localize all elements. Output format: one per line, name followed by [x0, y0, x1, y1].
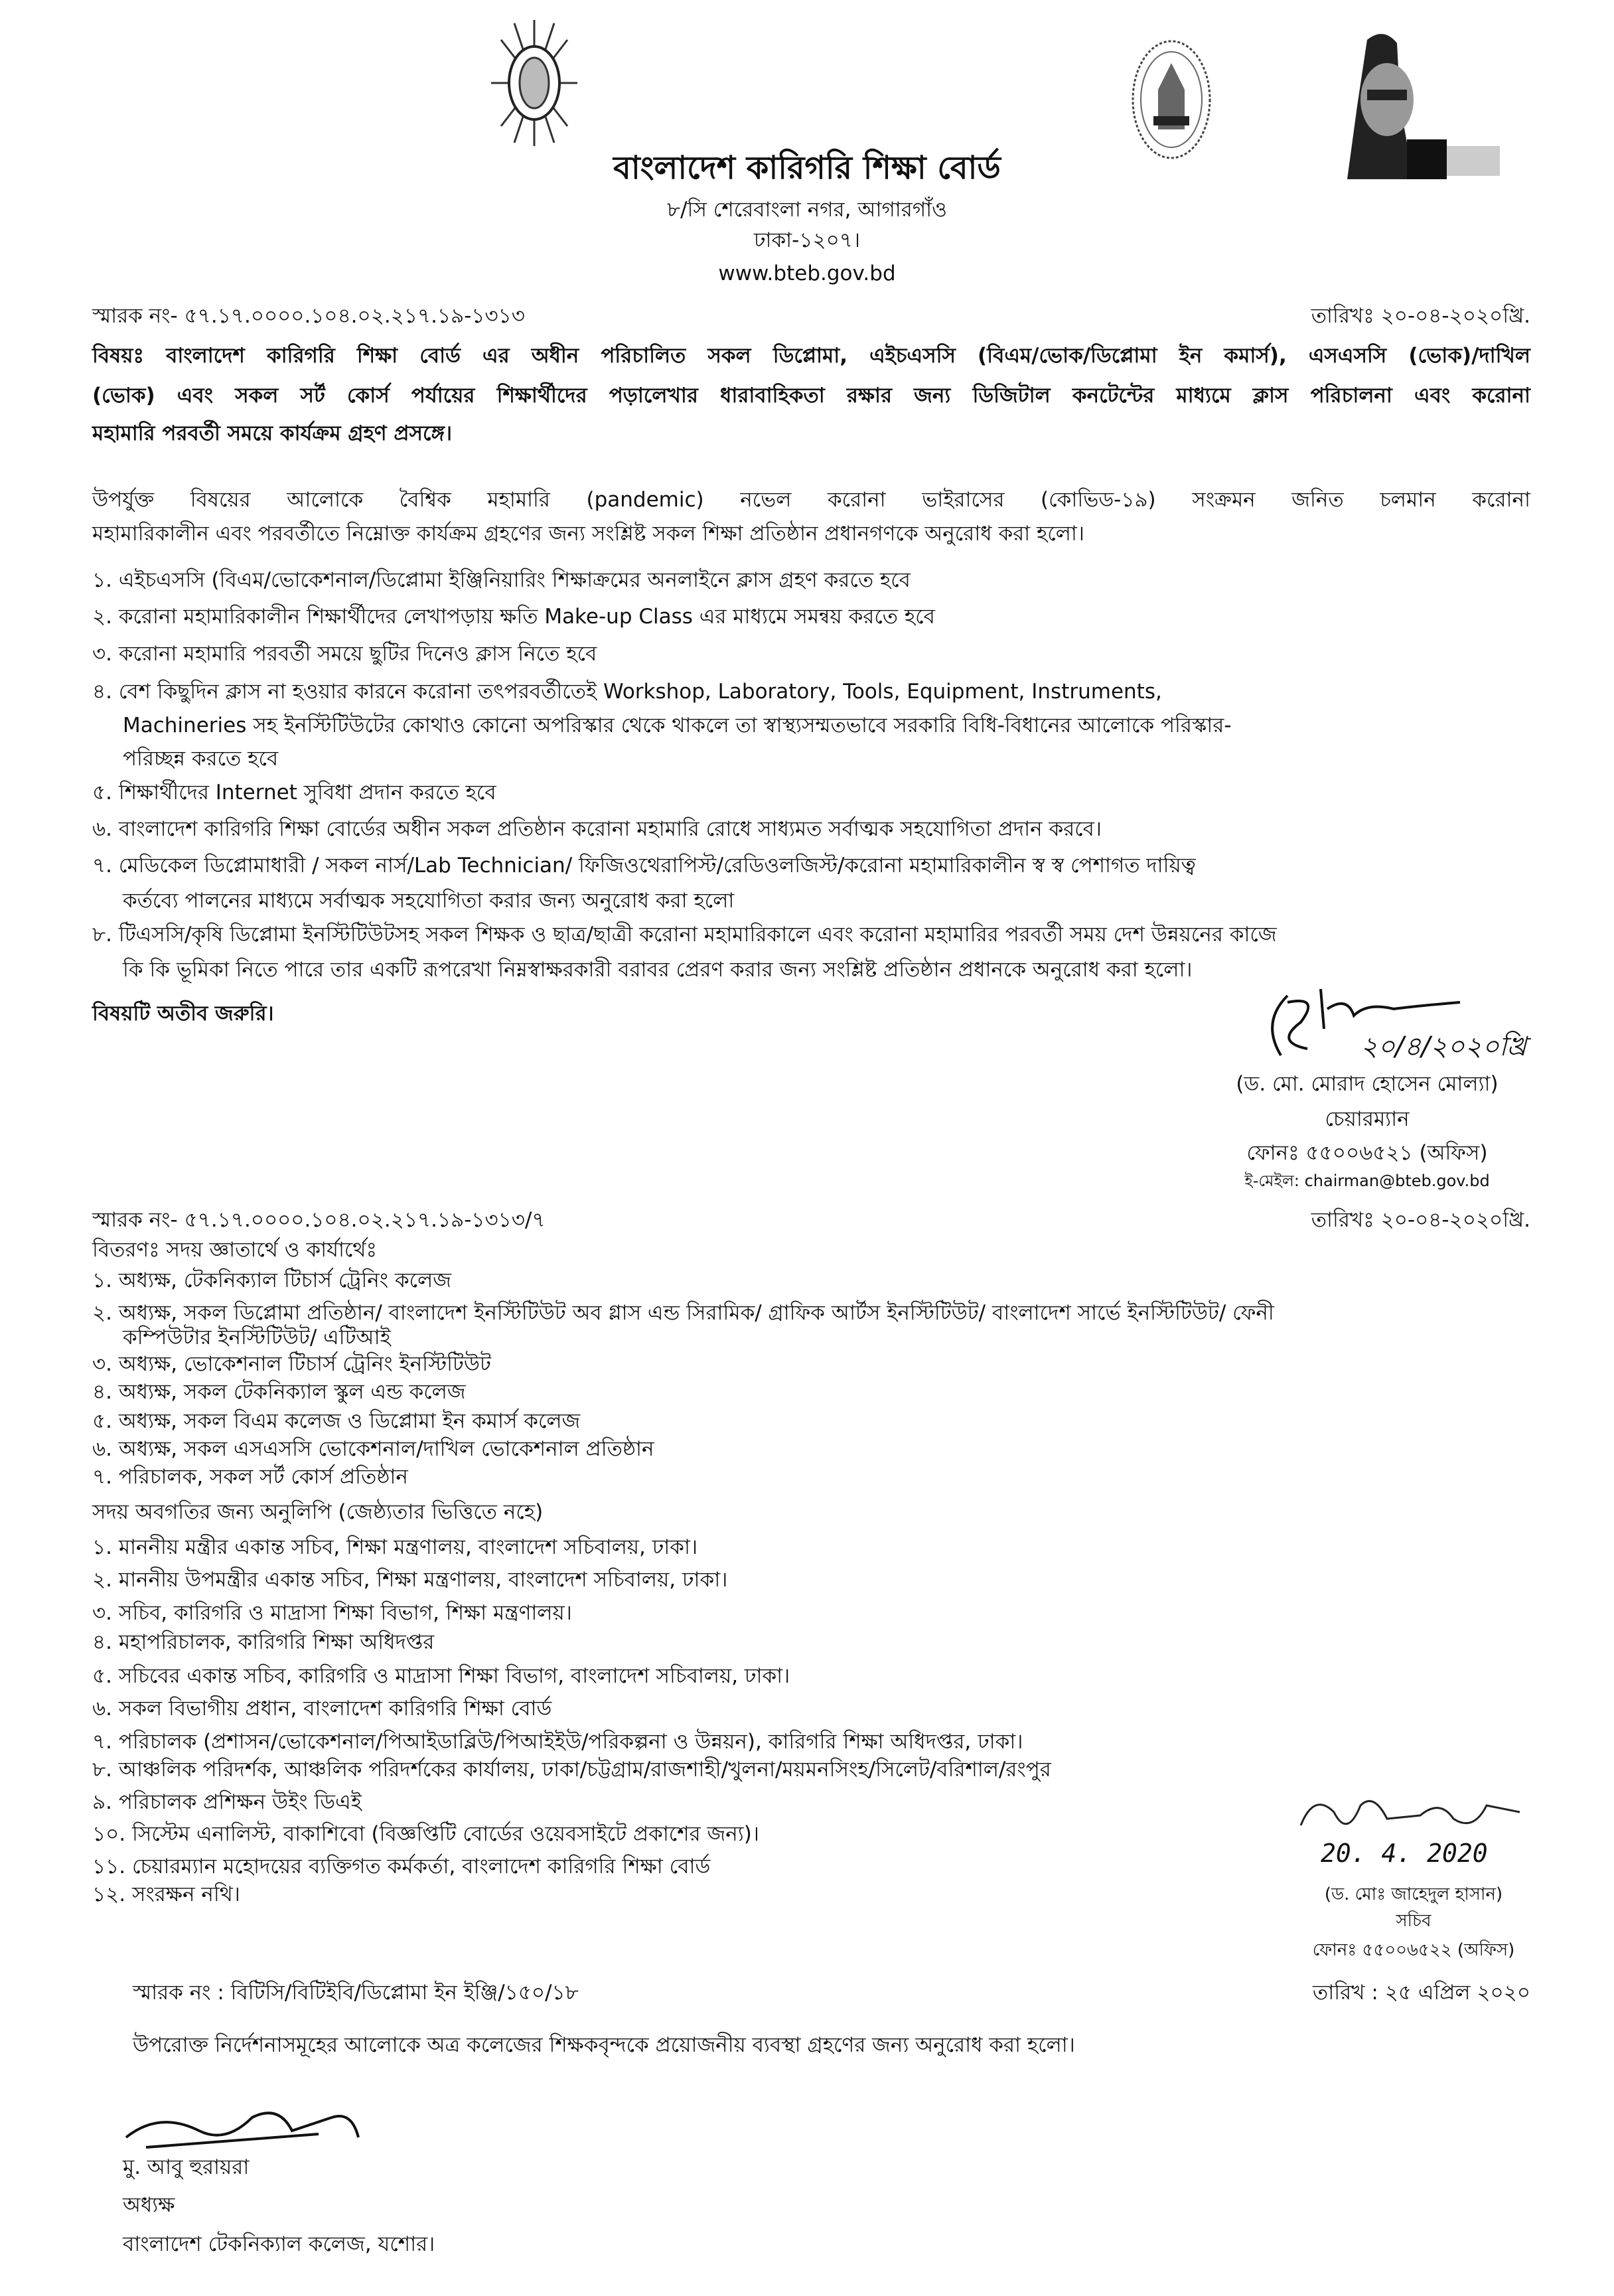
list-item-cont: Machineries সহ ইনস্টিটিউটের কোথাও কোনো অপরিস্কার থেকে থাকলে তা স্বাস্থ্যসম্মতভাবে সরকারি বিধি-বিধানের আলোকে পরিস্কার- — [123, 714, 1232, 737]
copy-item: ২. মাননীয় উপমন্ত্রীর একান্ত সচিব, শিক্ষা মন্ত্রণালয়, বাংলাদেশ সচিবালয়, ঢাকা। — [92, 1568, 728, 1592]
distribution-title: বিতরণঃ সদয় জ্ঞাতার্থে ও কার্যার্থেঃ — [92, 1238, 377, 1262]
distribution-item: ৬. অধ্যক্ষ, সকল এসএসসি ভোকেশনাল/দাখিল ভোকেশনাল প্রতিষ্ঠান — [92, 1437, 654, 1461]
chairman-title: চেয়ারম্যান — [1325, 1107, 1410, 1131]
subject-line: মহামারি পরবর্তী সময়ে কার্যক্রম গ্রহণ প্রসঙ্গে। — [92, 421, 453, 445]
list-item: ৩. করোনা মহামারি পরবর্তী সময়ে ছুটির দিনেও ক্লাস নিতে হবে — [92, 642, 597, 666]
copy-item: ৩. সচিব, কারিগরি ও মাদ্রাসা শিক্ষা বিভাগ, শিক্ষা মন্ত্রণালয়। — [92, 1601, 572, 1625]
list-item: ২. করোনা মহামারিকালীন শিক্ষার্থীদের লেখাপড়ায় ক্ষতি Make-up Class এর মাধ্যমে সমন্বয় করতে হবে — [92, 605, 935, 629]
copy-item: ১. মাননীয় মন্ত্রীর একান্ত সচিব, শিক্ষা মন্ত্রণালয়, বাংলাদেশ সচিবালয়, ঢাকা। — [92, 1535, 698, 1559]
list-item-cont: কি কি ভূমিকা নিতে পারে তার একটি রূপরেখা নিম্নস্বাক্ষরকারী বরাবর প্রেরণ করার জন্য সংশ্লিষ্ট প্রতিষ্ঠান প্রধানকে অনুরোধ করা হলো। — [123, 958, 1193, 982]
memo1-date: তারিখঃ ২০-০৪-২০২০খ্রি. — [1311, 304, 1530, 328]
secretary-title: সচিব — [1396, 1911, 1431, 1931]
chairman-phone: ফোনঃ ৫৫০০৬৫২১ (অফিস) — [1246, 1141, 1488, 1165]
copy-item: ৮. আঞ্চলিক পরিদর্শক, আঞ্চলিক পরিদর্শকের কার্যালয়, ঢাকা/চট্টগ্রাম/রাজশাহী/খুলনা/ময়মনসিংহ/সিলেট/বরিশাল/রংপুর — [92, 1758, 1051, 1782]
secretary-name: (ড. মোঃ জাহেদুল হাসান) — [1324, 1884, 1503, 1904]
distribution-item: ৭. পরিচালক, সকল সর্ট কোর্স প্রতিষ্ঠান — [92, 1465, 408, 1489]
principal-name: মু. আবু হুরায়রা — [123, 2155, 250, 2179]
urgent-note: বিষয়টি অতীব জরুরি। — [92, 1002, 274, 1026]
secretary-phone: ফোনঃ ৫৫০০৬৫২২ (অফিস) — [1312, 1940, 1515, 1960]
memo3-date: তারিখ : ২৫ এপ্রিল ২০২০ — [1313, 1981, 1530, 2005]
secretary-signature-date: 20. 4. 2020 — [1321, 1839, 1488, 1868]
chairman-name: (ড. মো. মোরাদ হোসেন মোল্যা) — [1236, 1072, 1499, 1096]
subject-line: (ভোক) এবং সকল সর্ট কোর্স পর্যায়ের শিক্ষার্থীদের পড়ালেখার ধারাবাহিকতা রক্ষার জন্য ডিজিটাল কনটেন্টের মাধ্যমে ক্লাস পরিচালনা এবং করোনা — [92, 384, 1530, 408]
distribution-item-cont: কম্পিউটার ইনস্টিটিউট/ এটিআই — [123, 1326, 391, 1349]
distribution-item: ৪. অধ্যক্ষ, সকল টেকনিক্যাল স্কুল এন্ড কলেজ — [92, 1380, 466, 1404]
copy-item: ৯. পরিচালক প্রশিক্ষন উইং ডিএই — [92, 1790, 362, 1814]
list-item-cont: পরিচ্ছন্ন করতে হবে — [123, 747, 279, 771]
distribution-item: ৩. অধ্যক্ষ, ভোকেশনাল টিচার্স ট্রেনিং ইনস্টিটিউট — [92, 1352, 491, 1376]
memo1-ref: স্মারক নং- ৫৭.১৭.০০০০.১০৪.০২.২১৭.১৯-১৩১৩ — [92, 304, 525, 328]
website: www.bteb.gov.bd — [718, 262, 896, 285]
government-emblem-logo — [491, 20, 577, 146]
distribution-item: ৫. অধ্যক্ষ, সকল বিএম কলেজ ও ডিপ্লোমা ইন কমার্স কলেজ — [92, 1409, 581, 1433]
principal-title: অধ্যক্ষ — [123, 2193, 175, 2217]
list-item: ৬. বাংলাদেশ কারিগরি শিক্ষা বোর্ডের অধীন সকল প্রতিষ্ঠান করোনা মহামারি রোধে সাধ্যমত সর্বাত্মক সহযোগিতা প্রদান করবে। — [92, 817, 1102, 841]
copy-item: ১০. সিস্টেম এনালিস্ট, বাকাশিবো (বিজ্ঞপ্তিটি বোর্ডের ওয়েবসাইটে প্রকাশের জন্য)। — [92, 1822, 759, 1846]
intro-line: মহামারিকালীন এবং পরবর্তীতে নিম্নোক্ত কার্যক্রম গ্রহণের জন্য সংশ্লিষ্ট সকল শিক্ষা প্রতিষ্ঠান প্রধানগণকে অনুরোধ করা হলো। — [92, 522, 1084, 546]
memo3-ref: স্মারক নং : বিটিসি/বিটিইবি/ডিপ্লোমা ইন ইঞ্জি/১৫০/১৮ — [133, 1981, 579, 2005]
board-seal-logo — [1128, 37, 1214, 163]
org-name: বাংলাদেশ কারিগরি শিক্ষা বোর্ড — [613, 149, 1001, 187]
principal-signature — [119, 2098, 398, 2157]
address-line-1: ৮/সি শেরেবাংলা নগর, আগারগাঁও — [667, 198, 947, 222]
email-label: ই-মেইল: — [1244, 1172, 1299, 1190]
address-line-2: ঢাকা-১২০৭। — [753, 228, 861, 252]
distribution-item: ২. অধ্যক্ষ, সকল ডিপ্লোমা প্রতিষ্ঠান/ বাংলাদেশ ইনস্টিটিউট অব গ্লাস এন্ড সিরামিক/ গ্রাফিক আর্টস ইনস্টিটিউট/ বাংলাদেশ সার্ভে ইনস্টিটিউট/ ফেনী — [92, 1301, 1274, 1325]
copy-item: ৬. সকল বিভাগীয় প্রধান, বাংলাদেশ কারিগরি শিক্ষা বোর্ড — [92, 1697, 552, 1721]
subject-line: বিষয়ঃ বাংলাদেশ কারিগরি শিক্ষা বোর্ড এর অধীন পরিচালিত সকল ডিপ্লোমা, এইচএসসি (বিএম/ভোক/ডিপ্লোমা ইন কমার্স), এসএসসি (ভোক)/দাখিল — [92, 344, 1530, 368]
memo3-body: উপরোক্ত নির্দেশনাসমূহের আলোকে অত্র কলেজের শিক্ষকবৃন্দকে প্রয়োজনীয় ব্যবস্থা গ্রহণের জন্য অনুরোধ করা হলো। — [133, 2033, 1075, 2057]
copy-item: ১১. চেয়ারম্যান মহোদয়ের ব্যক্তিগত কর্মকর্তা, বাংলাদেশ কারিগরি শিক্ষা বোর্ড — [92, 1855, 711, 1878]
chairman-signature-date: ২০/৪/২০২০খ্রি — [1360, 1032, 1527, 1062]
copy-title: সদয় অবগতির জন্য অনুলিপি (জেষ্ঠ্যতার ভিত্তিতে নহে) — [92, 1500, 544, 1524]
chairman-email: chairman@bteb.gov.bd — [1304, 1172, 1490, 1190]
list-item-cont: কর্তব্যে পালনের মাধ্যমে সর্বাত্মক সহযোগিতা করার জন্য অনুরোধ করা হলো — [123, 889, 735, 913]
principal-institution: বাংলাদেশ টেকনিক্যাল কলেজ, যশোর। — [123, 2232, 435, 2256]
distribution-item: ১. অধ্যক্ষ, টেকনিক্যাল টিচার্স ট্রেনিং কলেজ — [92, 1268, 451, 1292]
list-item: ৮. টিএসসি/কৃষি ডিপ্লোমা ইনস্টিটিউটসহ সকল শিক্ষক ও ছাত্র/ছাত্রী করোনা মহামারিকালে এবং করোনা মহামারির পরবর্তী সময় দেশ উন্নয়নের কাজে — [92, 923, 1277, 947]
list-item: ৭. মেডিকেল ডিপ্লোমাধারী / সকল নার্স/Lab Technician/ ফিজিওথেরাপিস্ট/রেডিওলজিস্ট/করোনা মহামারিকালীন স্ব স্ব পেশাগত দায়িত্ব — [92, 854, 1196, 878]
memo2-date: তারিখঃ ২০-০৪-২০২০খ্রি. — [1311, 1208, 1530, 1232]
list-item: ১. এইচএসসি (বিএম/ভোকেশনাল/ডিপ্লোমা ইঞ্জিনিয়ারিং শিক্ষাক্রমের অনলাইনে ক্লাস গ্রহণ করতে হবে — [92, 568, 911, 592]
copy-item: ৭. পরিচালক (প্রশাসন/ভোকেশনাল/পিআইডাব্লিউ/পিআইইউ/পরিকল্পনা ও উন্নয়ন), কারিগরি শিক্ষা অধিদপ্তর, ঢাকা। — [92, 1730, 1023, 1754]
memo2-ref: স্মারক নং- ৫৭.১৭.০০০০.১০৪.০২.২১৭.১৯-১৩১৩/৭ — [92, 1208, 546, 1232]
list-item: ৪. বেশ কিছুদিন ক্লাস না হওয়ার কারনে করোনা তৎপরবর্তীতেই Workshop, Laboratory, Tools, Equipment, Instruments, — [92, 680, 1162, 704]
intro-line: উপর্যুক্ত বিষয়ের আলোকে বৈশ্বিক মহামারি (pandemic) নভেল করোনা ভাইরাসের (কোভিড-১৯) সংক্রমন জনিত চলমান করোনা — [92, 488, 1530, 512]
copy-item: ১২. সংরক্ষন নথি। — [92, 1882, 240, 1906]
list-item: ৫. শিক্ষার্থীদের Internet সুবিধা প্রদান করতে হবে — [92, 781, 496, 804]
copy-item: ৫. সচিবের একান্ত সচিব, কারিগরি ও মাদ্রাসা শিক্ষা বিভাগ, বাংলাদেশ সচিবালয়, ঢাকা। — [92, 1664, 790, 1688]
copy-item: ৪. মহাপরিচালক, কারিগরি শিক্ষা অধিদপ্তর — [92, 1630, 435, 1654]
